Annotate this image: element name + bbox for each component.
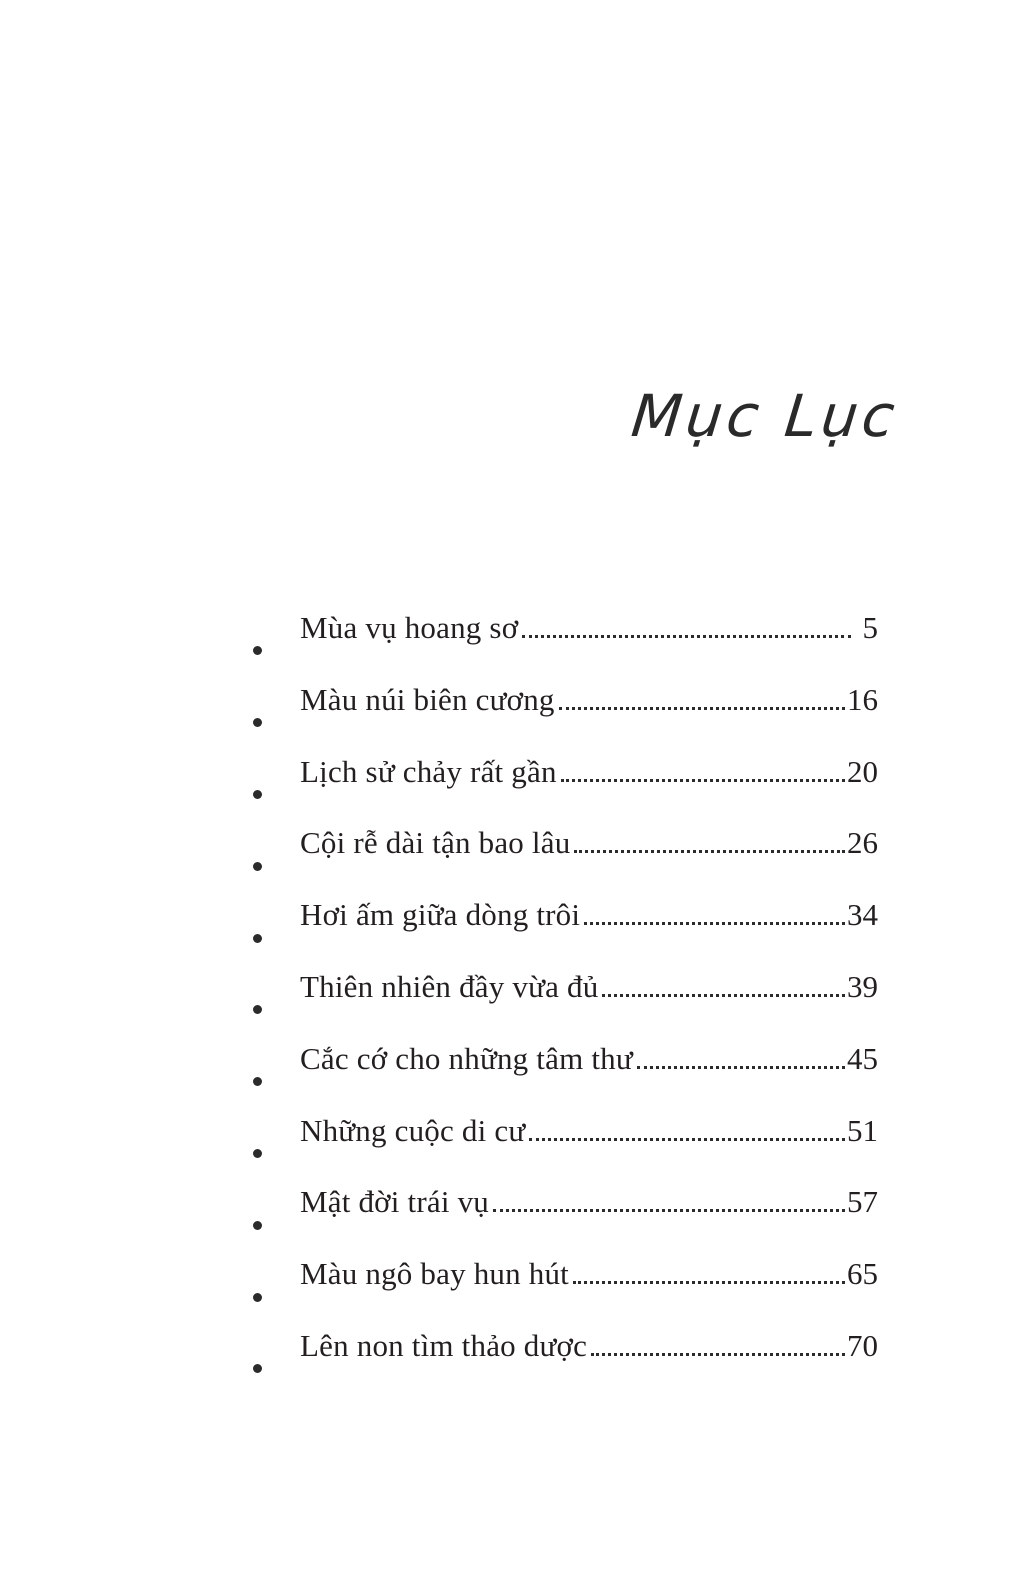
bullet-cell bbox=[248, 1287, 300, 1302]
bullet-icon bbox=[253, 1364, 262, 1373]
bullet-cell bbox=[248, 856, 300, 871]
toc-entry bbox=[248, 1112, 878, 1187]
bullet-icon bbox=[253, 718, 262, 727]
toc-entry-title: Cội rễ dài tận bao lâu bbox=[300, 825, 571, 861]
toc-entry bbox=[248, 827, 878, 899]
toc-entry bbox=[248, 899, 878, 971]
toc-entry-page-number: 34 bbox=[847, 897, 878, 933]
dot-leader bbox=[602, 994, 845, 997]
toc-entry-title: Hơi ấm giữa dòng trôi bbox=[300, 897, 581, 933]
dot-leader bbox=[561, 779, 845, 782]
toc-entry bbox=[248, 1040, 878, 1115]
toc-entry bbox=[248, 1327, 878, 1402]
dot-leader bbox=[522, 635, 850, 638]
toc-entry-page-number: 70 bbox=[847, 1327, 878, 1363]
dot-leader bbox=[559, 707, 845, 710]
bullet-icon bbox=[253, 1293, 262, 1302]
dot-leader bbox=[637, 1066, 845, 1069]
bullet-icon bbox=[253, 1077, 262, 1086]
bullet-icon bbox=[253, 1149, 262, 1158]
bullet-icon bbox=[253, 1221, 262, 1230]
bullet-cell bbox=[248, 712, 300, 727]
bullet-icon bbox=[253, 1005, 262, 1014]
bullet-cell bbox=[248, 640, 300, 655]
bullet-cell bbox=[248, 1358, 300, 1373]
bullet-icon bbox=[253, 790, 262, 799]
bullet-icon bbox=[253, 646, 262, 655]
toc-entry-page-number: 5 bbox=[862, 610, 878, 645]
toc-entry-title: Mật đời trái vụ bbox=[300, 1184, 489, 1220]
bullet-cell bbox=[248, 1071, 300, 1086]
toc-entry-title: Thiên nhiên đầy vừa đủ bbox=[300, 968, 599, 1004]
toc-entry bbox=[248, 968, 878, 1043]
bullet-cell bbox=[248, 784, 300, 799]
dot-leader bbox=[591, 1353, 845, 1356]
toc-list bbox=[248, 612, 878, 1402]
toc-entry-title: Lên non tìm thảo dược bbox=[300, 1327, 588, 1363]
toc-entry bbox=[248, 753, 878, 828]
bullet-icon bbox=[253, 934, 262, 943]
toc-entry-page-number: 65 bbox=[847, 1256, 878, 1292]
toc-entry bbox=[248, 681, 878, 756]
toc-entry-page-number: 20 bbox=[847, 753, 878, 789]
toc-entry-page-number: 57 bbox=[847, 1184, 878, 1220]
bullet-cell bbox=[248, 1143, 300, 1158]
toc-entry-title: Màu ngô bay hun hút bbox=[300, 1256, 569, 1292]
dot-leader bbox=[529, 1138, 845, 1141]
toc-entry-title: Những cuộc di cư bbox=[300, 1112, 526, 1148]
toc-entry-title: Mùa vụ hoang sơ bbox=[300, 610, 519, 645]
toc-entry-page-number: 45 bbox=[847, 1040, 878, 1076]
bullet-cell bbox=[248, 928, 300, 943]
toc-entry bbox=[248, 1186, 878, 1258]
toc-entry-title: Màu núi biên cương bbox=[300, 681, 555, 717]
toc-entry bbox=[248, 612, 878, 684]
bullet-cell bbox=[248, 999, 300, 1014]
toc-entry-page-number: 26 bbox=[847, 825, 878, 861]
toc-entry-page-number: 16 bbox=[847, 681, 878, 717]
dot-leader bbox=[573, 1281, 845, 1284]
bullet-icon bbox=[253, 862, 262, 871]
page-title: Mục Lục bbox=[628, 382, 902, 450]
toc-entry-page-number: 51 bbox=[847, 1112, 878, 1148]
toc-entry-page-number: 39 bbox=[847, 968, 878, 1004]
dot-leader bbox=[493, 1209, 845, 1212]
dot-leader bbox=[584, 922, 845, 925]
toc-entry-title: Cắc cớ cho những tâm thư bbox=[300, 1040, 633, 1076]
toc-entry bbox=[248, 1258, 878, 1330]
dot-leader bbox=[574, 850, 845, 853]
toc-entry-title: Lịch sử chảy rất gần bbox=[300, 753, 557, 789]
bullet-cell bbox=[248, 1215, 300, 1230]
